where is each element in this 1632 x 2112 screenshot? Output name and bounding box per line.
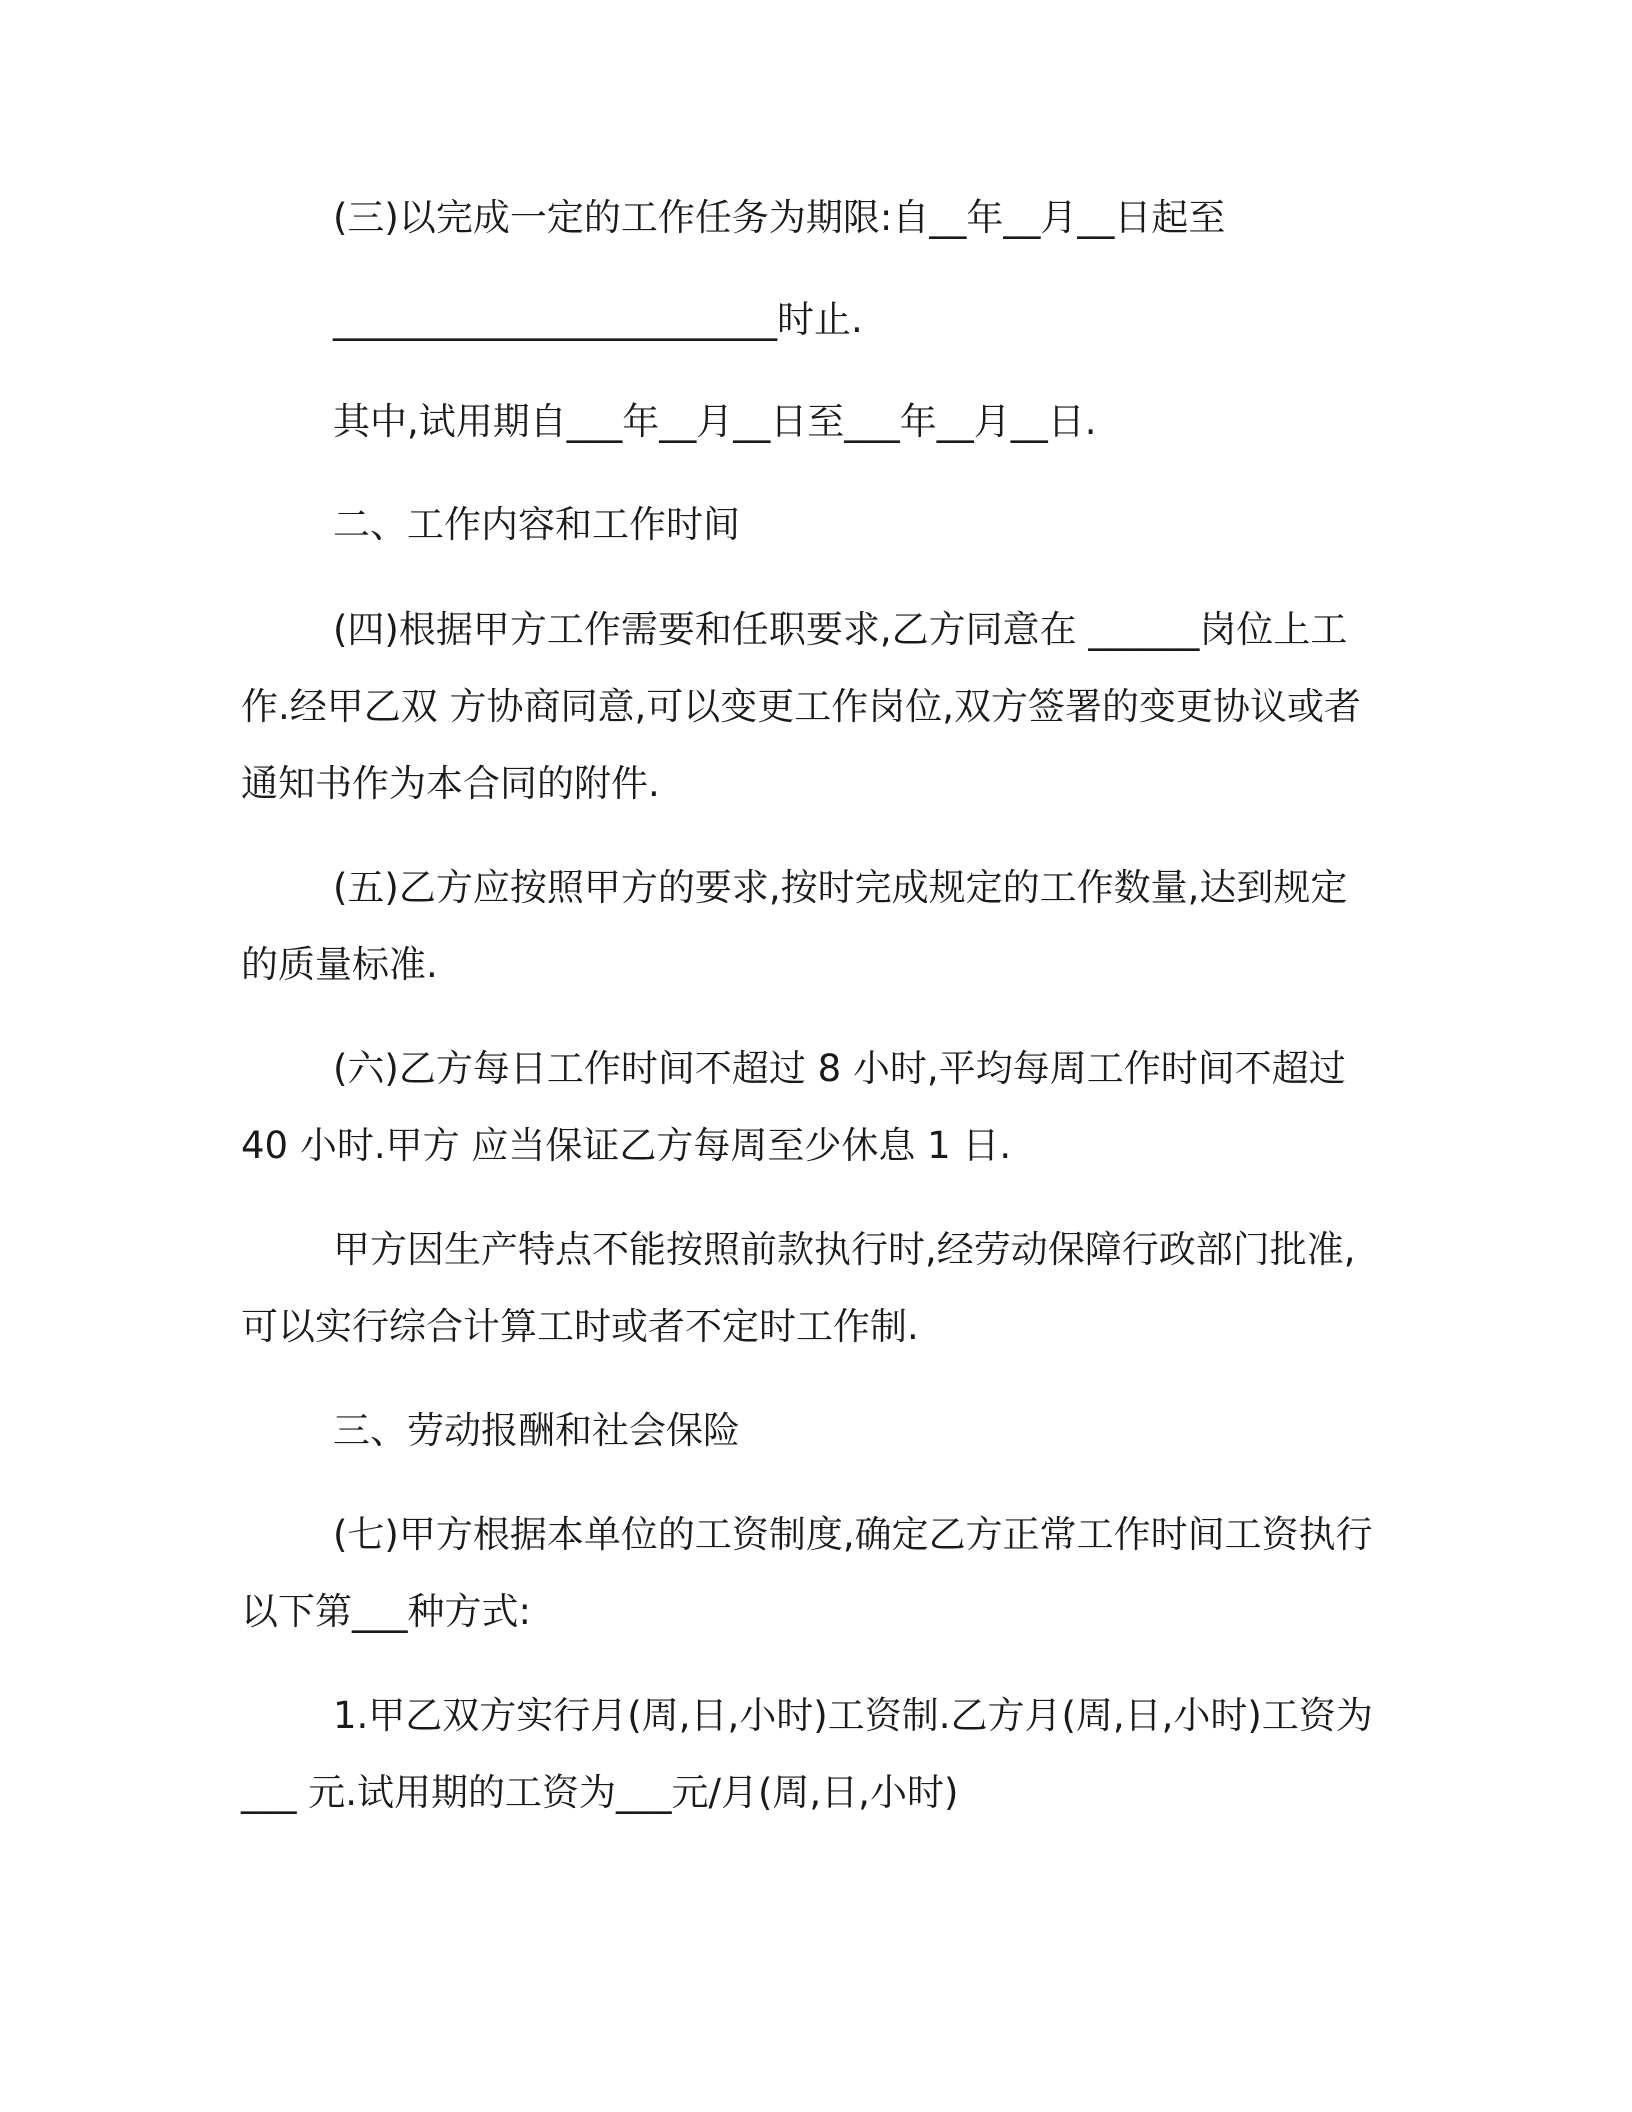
clause-4-line-2: 作.经甲乙双 方协商同意,可以变更工作岗位,双方签署的变更协议或者 <box>241 685 1362 728</box>
clause-6-line-1: (六)乙方每日工作时间不超过 8 小时,平均每周工作时间不超过 <box>333 1047 1346 1090</box>
clause-7-line-2: 以下第___种方式: <box>241 1590 531 1633</box>
clause-5-line-2: 的质量标准. <box>241 943 438 986</box>
wage-option-1-line-1: 1.甲乙双方实行月(周,日,小时)工资制.乙方月(周,日,小时)工资为 <box>333 1694 1373 1737</box>
section-2-heading: 二、工作内容和工作时间 <box>333 503 740 546</box>
clause-5-line-1: (五)乙方应按照甲方的要求,按时完成规定的工作数量,达到规定 <box>333 866 1348 909</box>
wage-option-1-line-2: ___ 元.试用期的工资为___元/月(周,日,小时) <box>241 1771 959 1814</box>
section-3-heading: 三、劳动报酬和社会保险 <box>333 1409 740 1452</box>
clause-4-line-3: 通知书作为本合同的附件. <box>241 762 660 805</box>
clause-6-extra-line-2: 可以实行综合计算工时或者不定时工作制. <box>241 1305 919 1348</box>
clause-6-line-2: 40 小时.甲方 应当保证乙方每周至少休息 1 日. <box>241 1124 1012 1167</box>
clause-3-end-line: ________________________时止. <box>333 298 863 341</box>
clause-4-line-1: (四)根据甲方工作需要和任职要求,乙方同意在 ______岗位上工 <box>333 608 1348 651</box>
clause-7-line-1: (七)甲方根据本单位的工资制度,确定乙方正常工作时间工资执行 <box>333 1513 1373 1556</box>
clause-3-term-line: (三)以完成一定的工作任务为期限:自__年__月__日起至 <box>333 196 1226 239</box>
probation-period-line: 其中,试用期自___年__月__日至___年__月__日. <box>333 400 1097 443</box>
clause-6-extra-line-1: 甲方因生产特点不能按照前款执行时,经劳动保障行政部门批准, <box>333 1228 1356 1271</box>
